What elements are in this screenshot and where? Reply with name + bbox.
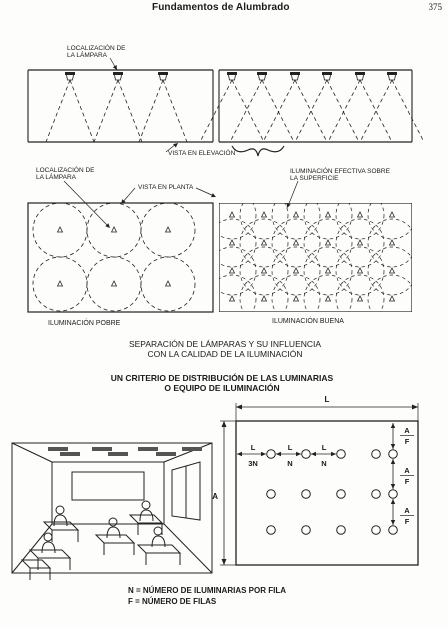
illumination-circle [304, 247, 352, 295]
leader-line [288, 181, 298, 206]
luminaire [267, 526, 276, 535]
luminaire [389, 450, 398, 459]
light-cone-edge [163, 80, 187, 142]
luminaire [372, 526, 381, 535]
luminaire [302, 526, 311, 535]
plan-good-contents [208, 191, 416, 323]
fraction-vertical-2-denominator: F [404, 477, 410, 486]
arrowhead [391, 484, 395, 489]
dimension-label-length: L [324, 395, 330, 404]
label-good-illumination: ILUMINACIÓN BUENA [272, 318, 344, 325]
luminaire [389, 490, 398, 499]
arrowhead [391, 459, 395, 464]
light-cone-edge [262, 80, 294, 142]
plan-poor-diagram [28, 203, 213, 312]
arrowhead [331, 452, 336, 456]
lamp-symbol [358, 240, 363, 245]
arrowhead [311, 452, 316, 456]
lamp-symbol [326, 240, 331, 245]
desk [130, 515, 162, 523]
fraction-vertical-1-denominator: F [404, 437, 410, 446]
lamp-housing [355, 72, 365, 75]
ceiling-luminaire [48, 447, 68, 451]
lamp-symbol [358, 212, 363, 217]
luminaire [302, 450, 311, 459]
light-cone-edge [94, 80, 118, 142]
lamp-bulb [67, 75, 74, 80]
student-body [107, 527, 120, 538]
arrowhead [236, 405, 242, 410]
arrowhead [391, 499, 395, 504]
legend-f: F = NÚMERO DE FILAS [128, 597, 217, 606]
illumination-circle [240, 247, 288, 295]
fraction-mid2-numerator: L [321, 443, 327, 452]
lamp-bulb [160, 75, 167, 80]
lamp-symbol [262, 212, 267, 217]
label-elevation-view: VISTA EN ELEVACIÓN [168, 150, 236, 157]
student-head [109, 518, 117, 526]
lamp-symbol [262, 268, 267, 273]
label-lamp-location-top: LOCALIZACIÓN DE LA LÁMPARA [67, 45, 126, 59]
illumination-circle [208, 247, 256, 295]
luminaire [337, 450, 346, 459]
illumination-circle [368, 191, 416, 239]
leader-line [196, 188, 214, 196]
lamp-housing [257, 72, 267, 75]
lamp-symbol [390, 212, 395, 217]
illumination-circle [208, 275, 256, 323]
fraction-mid-numerator: L [287, 443, 293, 452]
light-cone-edge [46, 80, 70, 142]
illumination-circle [304, 219, 352, 267]
arrowhead [296, 452, 301, 456]
illumination-circle [304, 275, 352, 323]
ceiling-luminaire [182, 447, 202, 451]
lamp-symbol [166, 227, 171, 232]
room-plan-outline [236, 421, 418, 565]
desk [96, 535, 134, 543]
classroom-illustration [12, 443, 212, 580]
lamp-symbol [326, 212, 331, 217]
blackboard [72, 472, 144, 500]
luminaire [267, 450, 276, 459]
illumination-circle [368, 247, 416, 295]
light-cone-edge [328, 80, 360, 142]
light-cone-edge [230, 80, 262, 142]
luminaire [337, 526, 346, 535]
lamp-housing [113, 72, 123, 75]
desk [44, 522, 78, 530]
illumination-circle [272, 219, 320, 267]
label-effective-illumination: ILUMINACIÓN EFECTIVA SOBRE LA SUPERFICIE [290, 168, 390, 182]
lamp-symbol [294, 212, 299, 217]
student-body [42, 542, 55, 553]
arrowhead [391, 444, 395, 449]
illumination-circle [336, 275, 384, 323]
label-plan-view: VISTA EN PLANTA [138, 184, 194, 191]
lamp-symbol [358, 296, 363, 301]
student-head [142, 501, 150, 509]
lamp-symbol [112, 227, 117, 232]
arrowhead [391, 423, 395, 428]
plan-good-diagram [208, 191, 416, 323]
fraction-vertical-1-numerator: A [404, 426, 410, 435]
arrowhead [222, 421, 227, 427]
effective-area-brace [232, 146, 284, 156]
desk [30, 550, 70, 558]
light-cone-edge [327, 80, 359, 142]
illumination-circle [368, 219, 416, 267]
ceiling-luminaire [156, 452, 176, 456]
lamp-housing [322, 72, 332, 75]
fraction-vertical-2-numerator: A [404, 466, 410, 475]
illumination-circle [368, 275, 416, 323]
lamp-housing [227, 72, 237, 75]
ceiling-luminaire [138, 447, 158, 451]
lamp-symbol [230, 240, 235, 245]
arrowhead [237, 452, 242, 456]
figure2-title: UN CRITERIO DE DISTRIBUCIÓN DE LAS LUMINARIAS O EQUIPO DE ILUMINACIÓN [110, 373, 334, 393]
illumination-circle [272, 275, 320, 323]
page-header-title: Fundamentos de Alumbrado [152, 2, 290, 13]
label-lamp-location-plan: LOCALIZACIÓN DE LA LÁMPARA [36, 167, 95, 181]
lamp-symbol [166, 281, 171, 286]
arrowhead [412, 405, 418, 410]
page-number: 375 [428, 2, 442, 12]
luminaire [372, 450, 381, 459]
light-cone-edge [139, 80, 163, 142]
illumination-circle [240, 191, 288, 239]
lamp-symbol [326, 296, 331, 301]
illumination-circle [33, 257, 87, 311]
ceiling-luminaire [108, 452, 128, 456]
lamp-symbol [326, 268, 331, 273]
fraction-edge-numerator: L [250, 443, 256, 452]
illumination-circle [141, 257, 195, 311]
lamp-symbol [58, 281, 63, 286]
illumination-circle [208, 219, 256, 267]
lamp-symbol [390, 296, 395, 301]
perspective-line [164, 524, 212, 573]
light-cone-edge [200, 80, 232, 142]
lamp-bulb [324, 75, 331, 80]
light-cone-edge [70, 80, 94, 142]
light-cone-edge [392, 80, 424, 142]
lamp-bulb [259, 75, 266, 80]
illumination-circle [87, 257, 141, 311]
lamp-symbol [230, 268, 235, 273]
fraction-edge-denominator: 3N [248, 459, 258, 468]
lamp-symbol [294, 268, 299, 273]
lamp-symbol [112, 281, 117, 286]
figure1-caption: SEPARACIÓN DE LÁMPARAS Y SU INFLUENCIA CON LA CALIDAD DE LA ILUMINACIÓN [128, 339, 322, 359]
illumination-circle [141, 203, 195, 257]
luminaire [337, 490, 346, 499]
elevation-poor-diagram [28, 70, 213, 142]
lamp-symbol [294, 296, 299, 301]
ceiling-luminaire [60, 452, 80, 456]
arrowhead [391, 520, 395, 525]
arrowhead [261, 452, 266, 456]
light-cone-edge [263, 80, 295, 142]
lamp-bulb [389, 75, 396, 80]
illumination-circle [87, 203, 141, 257]
illumination-circle [336, 191, 384, 239]
lamp-housing [158, 72, 168, 75]
lamp-symbol [262, 296, 267, 301]
lamp-bulb [292, 75, 299, 80]
lamp-symbol [58, 227, 63, 232]
luminaire [267, 490, 276, 499]
student-head [56, 506, 64, 514]
illumination-circle [240, 275, 288, 323]
light-cone-edge [232, 80, 264, 142]
lamp-symbol [262, 240, 267, 245]
lamp-symbol [358, 268, 363, 273]
illumination-circle [272, 191, 320, 239]
label-poor-illumination: ILUMINACIÓN POBRE [48, 320, 121, 327]
lamp-bulb [229, 75, 236, 80]
illumination-circle [336, 219, 384, 267]
ceiling-luminaire [92, 447, 112, 451]
perspective-line [12, 524, 52, 573]
illumination-circle [336, 247, 384, 295]
perspective-line [12, 443, 52, 462]
illumination-circle [304, 191, 352, 239]
lamp-housing [290, 72, 300, 75]
lamp-symbol [230, 296, 235, 301]
light-cone-edge [118, 80, 142, 142]
arrowhead [222, 559, 227, 565]
lamp-symbol [390, 240, 395, 245]
lamp-housing [65, 72, 75, 75]
dimension-label-width: A [212, 492, 218, 501]
lamp-bulb [115, 75, 122, 80]
student-head [44, 533, 52, 541]
student-head [154, 527, 162, 535]
illumination-circle [208, 191, 256, 239]
lamp-symbol [390, 268, 395, 273]
fraction-vertical-3-denominator: F [404, 517, 410, 526]
lamp-symbol [230, 212, 235, 217]
elevation-good-diagram [200, 70, 424, 156]
luminaire [389, 526, 398, 535]
illumination-circle [272, 247, 320, 295]
lamp-housing [387, 72, 397, 75]
fraction-mid2-denominator: N [321, 459, 327, 468]
lamp-bulb [357, 75, 364, 80]
luminaire [372, 490, 381, 499]
desk [22, 560, 50, 568]
lamp-symbol [294, 240, 299, 245]
illumination-circle [33, 203, 87, 257]
luminaire-layout-diagram [212, 395, 418, 565]
legend-n: N = NÚMERO DE ILUMINARIAS POR FILA [128, 586, 287, 595]
arrowhead [173, 143, 178, 148]
fraction-vertical-3-numerator: A [404, 506, 410, 515]
illumination-circle [240, 219, 288, 267]
desk [138, 545, 180, 553]
luminaire [302, 490, 311, 499]
fraction-mid-denominator: N [287, 459, 293, 468]
arrowhead [276, 452, 281, 456]
